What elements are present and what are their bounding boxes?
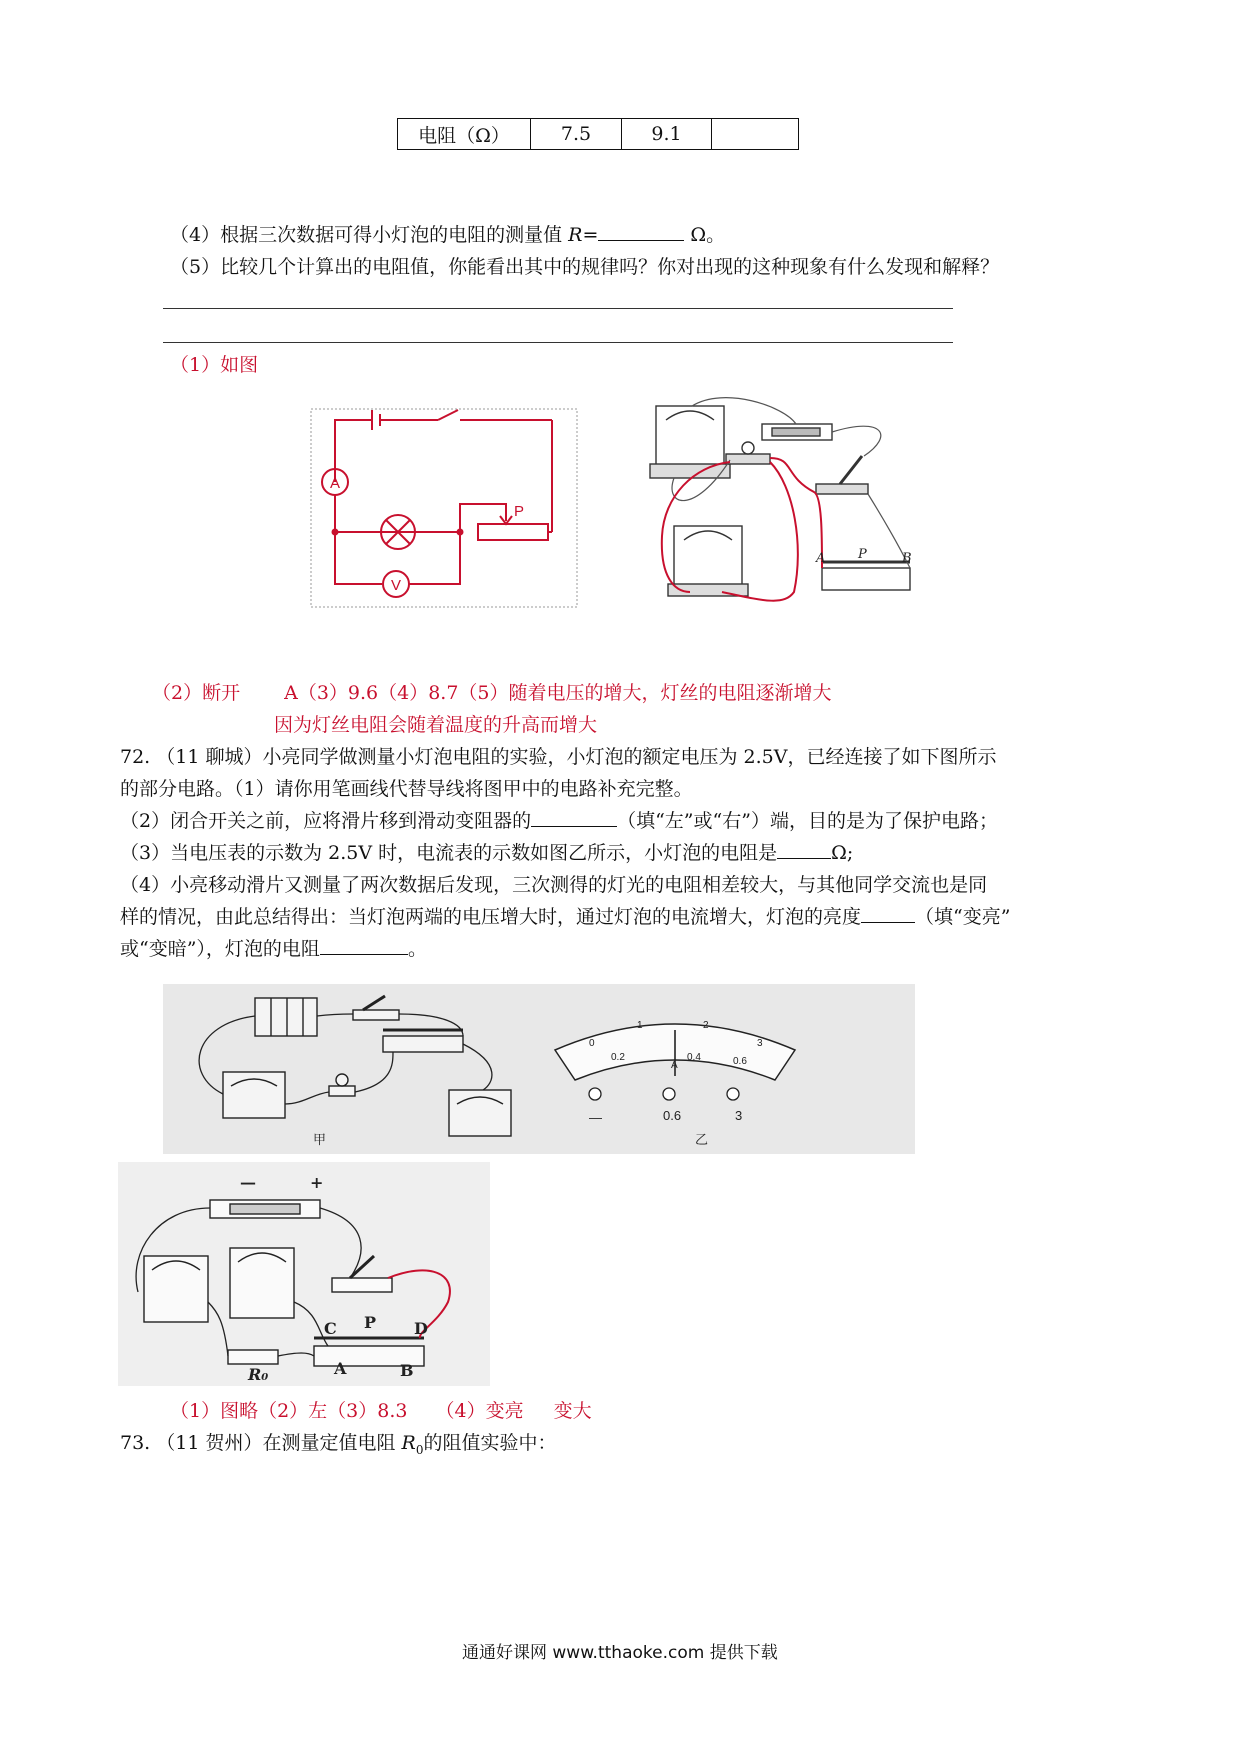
switch-lever — [840, 456, 862, 484]
photo1-label-p: P — [858, 547, 867, 562]
terminal — [663, 1088, 675, 1100]
terminal-label: — — [589, 1110, 602, 1125]
unit-label: A — [671, 1060, 678, 1071]
terminal — [727, 1088, 739, 1100]
question-72-line6 — [120, 904, 1010, 930]
figure-label-jia: 甲 — [313, 1133, 327, 1148]
rheostat-symbol — [478, 524, 548, 540]
answer-blank[interactable] — [531, 808, 617, 827]
photo3-minus: — — [240, 1173, 256, 1192]
circuit-photo-1 — [644, 396, 984, 628]
photo1-label-b: B — [902, 551, 912, 566]
lamp-bulb — [742, 442, 754, 454]
resistor-device — [228, 1350, 278, 1364]
answer-71-line3: 因为灯丝电阻会随着温度的升高而增大 — [274, 714, 598, 736]
q72-part: （填“变亮” — [915, 906, 1011, 928]
answer-72-part: （4）变亮 — [435, 1400, 524, 1422]
terminal — [589, 1088, 601, 1100]
resistance-table — [397, 118, 799, 150]
question-72-line2: 的部分电路。（1）请你用笔画线代替导线将图甲中的电路补充完整。 — [120, 778, 693, 800]
answer-71-line1: （1）如图 — [170, 354, 259, 376]
question-72-line4 — [120, 840, 853, 866]
q73-sub: 0 — [415, 1442, 424, 1457]
circuit-photo-2 — [163, 984, 915, 1154]
question-72-line5: （4）小亮移动滑片又测量了两次数据后发现，三次测得的灯光的电阻相差较大，与其他同学交流也是同 — [120, 874, 988, 896]
photo1-label-a: A — [816, 551, 826, 566]
table-cell: 9.1 — [622, 119, 712, 150]
figure-label-yi: 乙 — [695, 1133, 709, 1148]
q4-text: （4）根据三次数据可得小灯泡的电阻的测量值 — [170, 224, 563, 246]
answer-72-part: 变大 — [553, 1400, 592, 1422]
battery-cell — [772, 428, 820, 436]
junction-dot — [457, 529, 464, 536]
q72-part: 。 — [407, 938, 427, 960]
answer-71-line2 — [152, 680, 832, 706]
q72-part: （3）当电压表的示数为 2.5V 时，电流表的示数如图乙所示，小灯泡的电阻是 — [120, 842, 778, 864]
q72-part: Ω; — [831, 842, 854, 864]
circuit-photo-3 — [118, 1162, 490, 1386]
photo3-label: A — [334, 1359, 347, 1378]
voltmeter-device — [674, 526, 742, 588]
slider-wire — [460, 504, 506, 532]
ammeter-label: A — [329, 475, 341, 492]
question-4 — [170, 222, 725, 248]
photo3-label: D — [414, 1319, 428, 1338]
answer-blank[interactable] — [777, 840, 831, 859]
photo3-label: B — [400, 1361, 414, 1380]
slider-label: P — [514, 503, 525, 520]
rheostat-device — [383, 1036, 463, 1052]
rheostat-device — [822, 568, 910, 590]
ammeter-device — [144, 1256, 208, 1322]
q4-var: R — [568, 224, 583, 246]
footer-credit: 通通好课网 www.tthaoke.com 提供下载 — [462, 1643, 778, 1663]
voltmeter-label: V — [390, 577, 402, 594]
q4-eq: = — [582, 224, 599, 246]
terminal-label: 0.6 — [663, 1108, 682, 1123]
answer-blank[interactable] — [598, 222, 684, 241]
voltmeter-device — [230, 1248, 294, 1318]
q72-part: 或“变暗”），灯泡的电阻 — [120, 938, 320, 960]
red-wire — [770, 458, 822, 568]
question-72-line7 — [120, 936, 427, 962]
q72-part: 样的情况，由此总结得出：当灯泡两端的电压增大时，通过灯泡的电流增大，灯泡的亮度 — [120, 906, 862, 928]
question-73 — [120, 1430, 557, 1463]
tick-label: 1 — [637, 1020, 643, 1031]
answer-72-part: （1）图略（2）左（3）8.3 — [170, 1400, 408, 1422]
schematic-frame — [311, 409, 577, 607]
battery-pack — [255, 998, 317, 1036]
terminal-label: 3 — [735, 1108, 743, 1123]
wire — [832, 426, 881, 456]
table-cell — [712, 119, 799, 150]
tick-label: 0.2 — [611, 1052, 625, 1063]
tick-label: 0 — [589, 1038, 595, 1049]
circuit-schematic — [310, 408, 578, 608]
photo3-label: C — [324, 1319, 337, 1338]
lamp-bulb — [336, 1074, 348, 1086]
wire — [335, 532, 382, 584]
q73-var: R — [401, 1432, 416, 1454]
answer-line[interactable] — [163, 308, 953, 309]
q73-suffix: 的阻值实验中： — [423, 1432, 557, 1454]
switch-device — [332, 1278, 392, 1292]
table-cell: 7.5 — [531, 119, 622, 150]
q72-part: （2）闭合开关之前，应将滑片移到滑动变阻器的 — [120, 810, 532, 832]
answer-blank[interactable] — [861, 904, 915, 923]
wire — [335, 495, 446, 532]
photo3-plus: + — [310, 1173, 324, 1192]
question-72-line3 — [120, 808, 998, 834]
lamp-holder — [329, 1086, 355, 1096]
q4-suffix: Ω。 — [690, 224, 726, 246]
question-72-line1: 72. （11 聊城）小亮同学做测量小灯泡电阻的实验，小灯泡的额定电压为 2.5V，已经连接了如下图所示 — [120, 746, 997, 768]
answer-71-part: A（3）9.6（4）8.7（5）随着电压的增大，灯丝的电阻逐渐增大 — [284, 682, 832, 704]
lamp-holder — [726, 454, 770, 464]
photo3-label: R₀ — [248, 1365, 269, 1384]
battery-cell — [230, 1204, 300, 1214]
answer-72 — [170, 1398, 592, 1424]
switch-device — [353, 1010, 399, 1020]
wire — [335, 420, 372, 482]
tick-label: 0.4 — [687, 1052, 701, 1063]
tick-label: 2 — [703, 1020, 709, 1031]
switch-device — [816, 484, 868, 494]
junction-dot — [332, 529, 339, 536]
ammeter-device — [656, 406, 724, 468]
q73-text: 73. （11 贺州）在测量定值电阻 — [120, 1432, 396, 1454]
table-label-cell: 电阻（Ω） — [398, 119, 531, 150]
table-row — [398, 119, 799, 150]
q72-part: （填“左”或“右”）端，目的是为了保护电路； — [617, 810, 998, 832]
wire — [409, 532, 460, 584]
switch-blade — [438, 410, 458, 420]
answer-71-part: （2）断开 — [152, 682, 241, 704]
photo3-label: P — [364, 1313, 377, 1332]
answer-blank[interactable] — [320, 936, 408, 955]
tick-label: 3 — [757, 1038, 763, 1049]
answer-line[interactable] — [163, 342, 953, 343]
tick-label: 0.6 — [733, 1056, 747, 1067]
question-5: （5）比较几个计算出的电阻值，你能看出其中的规律吗？你对出现的这种现象有什么发现和解释？ — [170, 256, 1000, 278]
